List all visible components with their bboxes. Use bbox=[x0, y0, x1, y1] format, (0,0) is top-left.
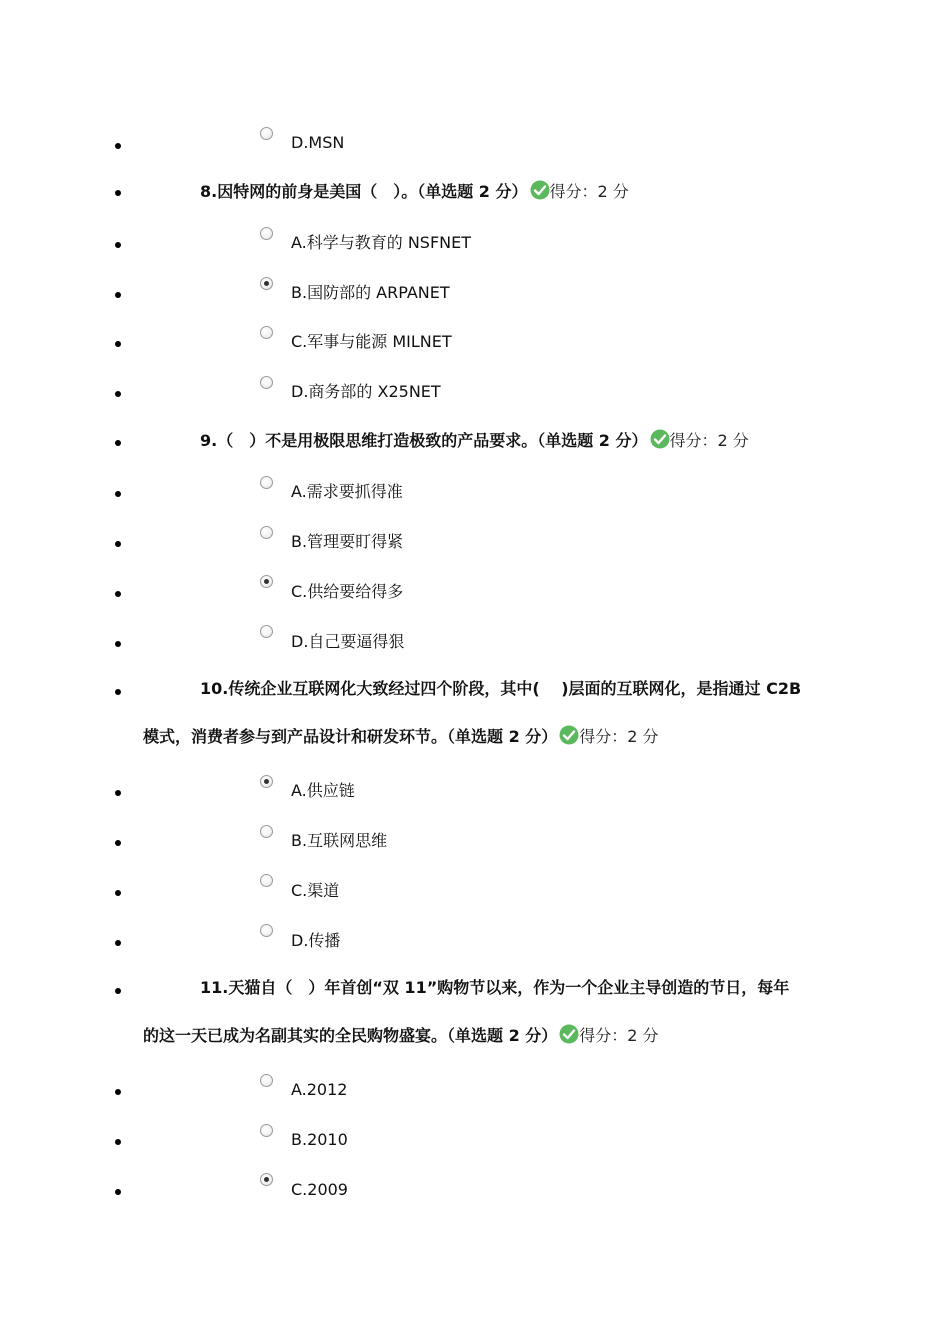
radio-icon[interactable] bbox=[260, 227, 273, 240]
bullet bbox=[115, 790, 121, 796]
radio-icon[interactable] bbox=[260, 1173, 273, 1186]
question-line bbox=[200, 977, 789, 999]
question-line bbox=[200, 180, 629, 203]
bullet bbox=[115, 391, 121, 397]
option-label: B.国防部的 ARPANET bbox=[291, 283, 450, 302]
check-circle-icon bbox=[559, 725, 579, 745]
question-text: 11.天猫自（ ）年首创“双 11”购物节以来，作为一个企业主导创造的节日，每年 bbox=[200, 978, 790, 997]
score-text: 得分：2 分 bbox=[579, 1026, 659, 1045]
bullet bbox=[115, 890, 121, 896]
radio-icon[interactable] bbox=[260, 326, 273, 339]
option-label: B.2010 bbox=[291, 1130, 348, 1149]
bullet bbox=[115, 840, 121, 846]
radio-icon[interactable] bbox=[260, 575, 273, 588]
question-text: 10.传统企业互联网化大致经过四个阶段，其中( )层面的互联网化，是指通过 C2B bbox=[200, 679, 802, 698]
check-circle-icon bbox=[650, 429, 670, 449]
bullet bbox=[115, 591, 121, 597]
question-line bbox=[200, 678, 801, 700]
score-text: 得分：2 分 bbox=[579, 727, 659, 746]
bullet bbox=[115, 440, 121, 446]
bullet bbox=[115, 1139, 121, 1145]
option-label: D.传播 bbox=[291, 931, 341, 950]
radio-icon[interactable] bbox=[260, 874, 273, 887]
option-label: A.供应链 bbox=[291, 781, 355, 800]
radio-icon[interactable] bbox=[260, 1124, 273, 1137]
check-circle-icon bbox=[530, 180, 550, 200]
score-text: 得分：2 分 bbox=[669, 431, 749, 450]
bullet bbox=[115, 190, 121, 196]
option-label: C.渠道 bbox=[291, 881, 340, 900]
radio-icon[interactable] bbox=[260, 277, 273, 290]
bullet bbox=[115, 541, 121, 547]
option-label: B.管理要盯得紧 bbox=[291, 532, 404, 551]
option-label: B.互联网思维 bbox=[291, 831, 388, 850]
option-label: C.供给要给得多 bbox=[291, 582, 404, 601]
question-line bbox=[200, 429, 749, 452]
option-label: D.商务部的 X25NET bbox=[291, 382, 441, 401]
bullet bbox=[115, 1089, 121, 1095]
radio-icon[interactable] bbox=[260, 127, 273, 140]
radio-icon[interactable] bbox=[260, 825, 273, 838]
bullet bbox=[115, 689, 121, 695]
bullet bbox=[115, 292, 121, 298]
question-text: 模式，消费者参与到产品设计和研发环节。（单选题 2 分） bbox=[143, 727, 558, 746]
radio-icon[interactable] bbox=[260, 625, 273, 638]
check-circle-icon bbox=[559, 1024, 579, 1044]
question-line bbox=[143, 1024, 659, 1047]
option-label: A.需求要抓得准 bbox=[291, 482, 403, 501]
option-label: A.2012 bbox=[291, 1080, 348, 1099]
radio-icon[interactable] bbox=[260, 1074, 273, 1087]
question-text: 的这一天已成为名副其实的全民购物盛宴。（单选题 2 分） bbox=[143, 1026, 558, 1045]
option-label: A.科学与教育的 NSFNET bbox=[291, 233, 472, 252]
bullet bbox=[115, 1189, 121, 1195]
radio-icon[interactable] bbox=[260, 376, 273, 389]
radio-icon[interactable] bbox=[260, 775, 273, 788]
option-label: C.军事与能源 MILNET bbox=[291, 332, 452, 351]
option-label: C.2009 bbox=[291, 1180, 348, 1199]
bullet bbox=[115, 491, 121, 497]
bullet bbox=[115, 242, 121, 248]
radio-icon[interactable] bbox=[260, 924, 273, 937]
option-label: D.自己要逼得狠 bbox=[291, 632, 405, 651]
bullet bbox=[115, 988, 121, 994]
radio-icon[interactable] bbox=[260, 526, 273, 539]
option-label: D.MSN bbox=[291, 133, 345, 152]
bullet bbox=[115, 341, 121, 347]
bullet bbox=[115, 143, 121, 149]
question-text: 9.（ ）不是用极限思维打造极致的产品要求。（单选题 2 分） bbox=[200, 431, 648, 450]
bullet bbox=[115, 641, 121, 647]
question-text: 8.因特网的前身是美国（ ）。（单选题 2 分） bbox=[200, 182, 528, 201]
question-line bbox=[143, 725, 659, 748]
score-text: 得分：2 分 bbox=[549, 182, 629, 201]
bullet bbox=[115, 940, 121, 946]
radio-icon[interactable] bbox=[260, 476, 273, 489]
